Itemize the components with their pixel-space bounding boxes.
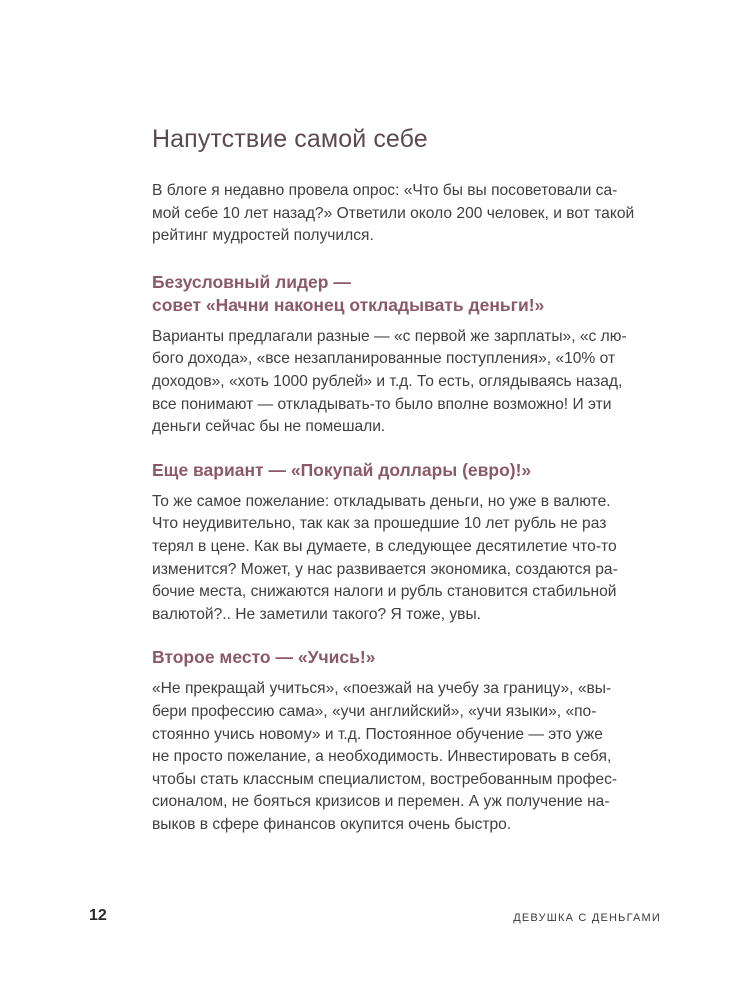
text-line: валютой?.. Не заметили такого? Я тоже, увы. (152, 605, 481, 623)
text-line: Варианты предлагали разные — «с первой же зарплаты», «с лю- (152, 327, 627, 345)
page-title: Напутствие самой себе (152, 125, 428, 153)
section-study (152, 646, 662, 836)
intro-paragraph (152, 180, 662, 248)
text-line: рейтинг мудростей получился. (152, 227, 374, 245)
section-leader (152, 271, 662, 439)
heading-line: совет «Начни наконец откладывать деньги!» (152, 294, 545, 315)
text-line: чтобы стать классным специалистом, востребованным профес- (152, 770, 618, 788)
text-line: Что неудивительно, так как за прошедшие 10 лет рубль не раз (152, 515, 607, 533)
text-line: не просто пожелание, а необходимость. Инвестировать в себя, (152, 748, 612, 766)
text-line: бого дохода», «все незапланированные поступления», «10% от (152, 350, 616, 368)
text-line: бочие места, снижаются налоги и рубль становится стабильной (152, 583, 617, 601)
text-line: стоянно учись новому» и т.д. Постоянное обучение — это уже (152, 725, 603, 743)
section-body (152, 491, 662, 627)
text-line: изменится? Может, у нас развивается экономика, создаются ра- (152, 560, 618, 578)
text-line: выков в сфере финансов окупится очень быстро. (152, 815, 512, 833)
section-heading (152, 271, 662, 317)
section-body (152, 326, 662, 439)
section-heading (152, 646, 662, 669)
page-content (152, 122, 662, 836)
text-line: «Не прекращай учиться», «поезжай на учебу за границу», «вы- (152, 680, 612, 698)
text-line: все понимают — откладывать-то было вполне возможно! И эти (152, 395, 612, 413)
heading-line: Второе место — «Учись!» (152, 647, 376, 668)
section-body (152, 678, 662, 836)
text-line: В блоге я недавно провела опрос: «Что бы вы посоветовали са- (152, 182, 618, 199)
text-line: деньги сейчас бы не помешали. (152, 418, 386, 436)
section-heading (152, 459, 662, 482)
running-footer-title: ДЕВУШКА С ДЕНЬГАМИ (513, 912, 661, 924)
text-line: доходов», «хоть 1000 рублей» и т.д. То есть, оглядываясь назад, (152, 372, 623, 390)
heading-line: Еще вариант — «Покупай доллары (евро)!» (152, 459, 532, 480)
section-currency (152, 459, 662, 627)
text-line: терял в цене. Как вы думаете, в следующее десятилетие что-то (152, 537, 617, 555)
text-line: сионалом, не бояться кризисов и перемен. А уж получение на- (152, 793, 610, 811)
text-line: бери профессию сама», «учи английский», «учи языки», «по- (152, 702, 597, 720)
page-number: 12 (89, 907, 107, 924)
text-line: мой себе 10 лет назад?» Ответили около 200 человек, и вот такой (152, 204, 635, 222)
heading-line: Безусловный лидер — (152, 271, 351, 292)
text-line: То же самое пожелание: откладывать деньги, но уже в валюте. (152, 492, 611, 510)
